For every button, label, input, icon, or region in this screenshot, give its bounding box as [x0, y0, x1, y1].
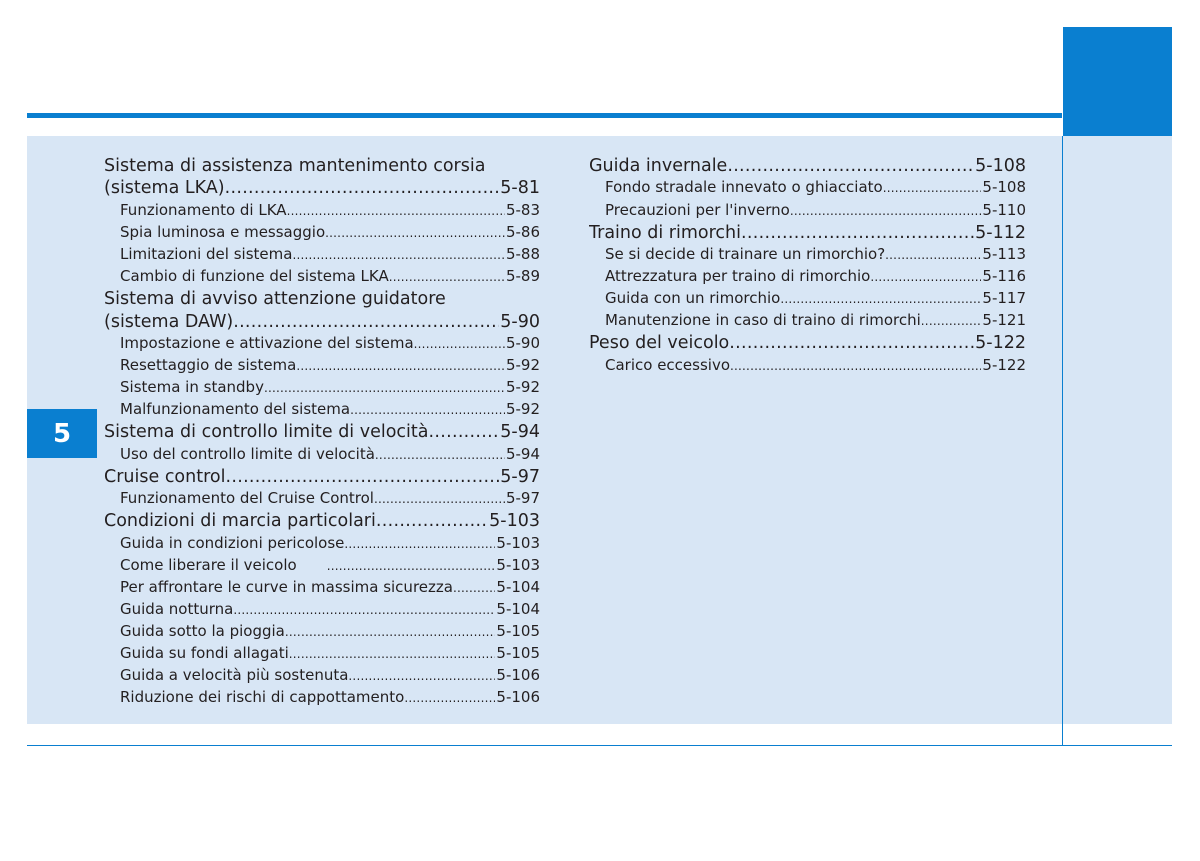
toc-item-entry[interactable] [589, 310, 1026, 332]
item-label: Malfunzionamento del sistema [120, 400, 351, 419]
toc-item-entry[interactable] [589, 355, 1026, 377]
dot-leader [225, 466, 499, 488]
dot-leader [374, 488, 505, 510]
page-number: 5-86 [505, 222, 540, 241]
section-title: Sistema di controllo limite di velocità [104, 422, 429, 443]
page-number: 5-90 [505, 334, 540, 352]
item-label: Riduzione dei rischi di cappottamento [120, 688, 405, 707]
toc-item-entry[interactable] [104, 488, 540, 510]
dot-leader [729, 332, 974, 354]
page-number: 5-104 [496, 600, 540, 619]
toc-item-entry[interactable] [104, 377, 540, 399]
dot-leader [292, 244, 505, 266]
toc-item-entry[interactable] [589, 200, 1026, 222]
page-number: 5-88 [505, 245, 540, 263]
dot-leader [453, 577, 495, 599]
page-number: 5-106 [496, 688, 540, 707]
toc-section-entry[interactable] [104, 466, 540, 488]
dot-leader [233, 599, 495, 621]
page-number: 5-83 [505, 200, 540, 219]
page-number: 5-94 [505, 444, 540, 463]
toc-item-entry[interactable] [104, 577, 540, 599]
toc-item-entry[interactable] [104, 222, 540, 244]
toc-item-entry[interactable] [589, 266, 1026, 288]
dot-leader [730, 355, 981, 377]
page-number: 5-112 [975, 222, 1026, 243]
footer-rule [27, 745, 1172, 746]
item-label: Resettaggio de sistema [120, 356, 297, 375]
toc-right-column [589, 155, 1026, 377]
chapter-corner-tab [1063, 27, 1172, 136]
dot-leader [727, 155, 974, 177]
item-label: Guida con un rimorchio [605, 289, 781, 308]
dot-leader [414, 333, 505, 355]
toc-item-entry[interactable] [589, 244, 1026, 266]
toc-item-entry[interactable] [104, 333, 540, 355]
section-title: (sistema LKA) [104, 178, 225, 199]
page-number: 5-121 [982, 311, 1026, 330]
item-label: Se si decide di trainare un rimorchio? [605, 245, 886, 263]
chapter-number-tab: 5 [27, 409, 97, 458]
toc-section-entry[interactable] [589, 155, 1026, 177]
item-label: Precauzioni per l'inverno [605, 200, 790, 219]
toc-section-entry[interactable] [589, 332, 1026, 354]
dot-leader [264, 377, 505, 399]
page-number: 5-116 [982, 267, 1026, 286]
page-number: 5-105 [496, 622, 540, 641]
item-label: Per affrontare le curve in massima sicurezza [120, 577, 453, 596]
dot-leader [375, 444, 505, 466]
page-number: 5-105 [496, 644, 540, 663]
item-label: Fondo stradale innevato o ghiacciato [605, 178, 883, 197]
dot-leader [289, 643, 496, 665]
item-label: Sistema in standby [120, 378, 264, 397]
section-title: Traino di rimorchi [589, 222, 741, 243]
toc-section-entry[interactable] [104, 177, 540, 199]
toc-item-entry[interactable] [104, 444, 540, 466]
section-title: Cruise control [104, 466, 226, 487]
page-number: 5-113 [982, 245, 1026, 263]
toc-left-column [104, 155, 540, 710]
page-number: 5-103 [496, 533, 540, 552]
toc-section-entry[interactable] [104, 510, 540, 532]
dot-leader [741, 222, 974, 244]
toc-item-entry[interactable] [104, 687, 540, 709]
dot-leader [780, 288, 981, 310]
item-label: Funzionamento del Cruise Control [120, 489, 374, 508]
toc-item-entry[interactable] [104, 599, 540, 621]
page-number: 5-122 [975, 333, 1026, 354]
dot-leader [233, 311, 499, 333]
toc-item-entry[interactable] [104, 665, 540, 687]
page-number: 5-92 [505, 356, 540, 375]
dot-leader [327, 555, 496, 577]
dot-leader [348, 665, 495, 687]
dot-leader [287, 200, 505, 222]
page-number: 5-122 [982, 355, 1026, 374]
toc-item-entry[interactable] [104, 643, 540, 665]
toc-section-entry[interactable] [104, 311, 540, 333]
dot-leader [883, 177, 982, 199]
page-number: 5-89 [505, 267, 540, 286]
item-label: Carico eccessivo [605, 355, 730, 374]
section-title: Guida invernale [589, 156, 728, 176]
dot-leader [921, 310, 982, 332]
page-number: 5-92 [505, 378, 540, 397]
dot-leader [350, 399, 505, 421]
dot-leader [429, 421, 500, 443]
page-number: 5-97 [505, 489, 540, 508]
panel-divider [1062, 136, 1063, 746]
toc-item-entry[interactable] [589, 177, 1026, 199]
dot-leader [376, 510, 488, 532]
page-number: 5-103 [496, 555, 540, 574]
toc-item-entry[interactable] [104, 533, 540, 555]
item-label: Guida notturna [120, 600, 234, 619]
dot-leader [389, 266, 505, 288]
toc-item-entry[interactable] [104, 555, 540, 577]
page-number: 5-103 [489, 511, 540, 532]
header-rule [27, 113, 1062, 118]
section-title: Sistema di avviso attenzione guidatore [104, 289, 446, 310]
page-number: 5-108 [975, 156, 1026, 176]
toc-section-entry[interactable] [104, 421, 540, 443]
section-title: Condizioni di marcia particolari [104, 511, 376, 532]
page-number: 5-94 [500, 422, 540, 443]
item-label: Spia luminosa e messaggio [120, 222, 326, 241]
dot-leader [285, 621, 496, 643]
dot-leader [344, 533, 495, 555]
item-label: Guida sotto la pioggia [120, 622, 285, 641]
toc-item-entry[interactable] [104, 266, 540, 288]
dot-leader [296, 355, 505, 377]
dot-leader [325, 222, 505, 244]
item-label: Attrezzatura per traino di rimorchio [605, 267, 871, 286]
page-number: 5-110 [982, 200, 1026, 219]
item-label: Manutenzione in caso di traino di rimorchi [605, 311, 921, 330]
toc-item-entry[interactable] [104, 399, 540, 421]
toc-item-entry[interactable] [104, 200, 540, 222]
item-label: Limitazioni del sistema [120, 245, 293, 263]
toc-item-entry[interactable] [104, 621, 540, 643]
page-number: 5-108 [982, 178, 1026, 197]
item-label: Come liberare il veicolo [120, 555, 297, 574]
page-number: 5-104 [496, 577, 540, 596]
page-number: 5-92 [505, 400, 540, 419]
item-label: Cambio di funzione del sistema LKA [120, 267, 389, 286]
section-title: (sistema DAW) [104, 311, 234, 332]
page-number: 5-81 [500, 178, 540, 199]
toc-item-entry[interactable] [589, 288, 1026, 310]
section-title: Peso del veicolo [589, 333, 730, 354]
item-label: Impostazione e attivazione del sistema [120, 334, 414, 352]
page-number: 5-97 [500, 466, 540, 487]
item-label: Uso del controllo limite di velocità [120, 444, 375, 463]
item-label: Guida in condizioni pericolose [120, 533, 345, 552]
item-label: Guida a velocità più sostenuta [120, 666, 349, 685]
page-number: 5-106 [496, 666, 540, 685]
section-title: Sistema di assistenza mantenimento corsia [104, 156, 486, 176]
page-number: 5-117 [982, 289, 1026, 308]
item-label: Funzionamento di LKA [120, 200, 287, 219]
dot-leader [885, 244, 981, 266]
page-number: 5-90 [500, 311, 540, 332]
dot-leader [870, 266, 981, 288]
dot-leader [404, 687, 495, 709]
dot-leader [790, 200, 982, 222]
dot-leader [225, 177, 500, 199]
item-label: Guida su fondi allagati [120, 644, 289, 663]
toc-section-entry[interactable] [589, 222, 1026, 244]
toc-item-entry[interactable] [104, 244, 540, 266]
toc-item-entry[interactable] [104, 355, 540, 377]
